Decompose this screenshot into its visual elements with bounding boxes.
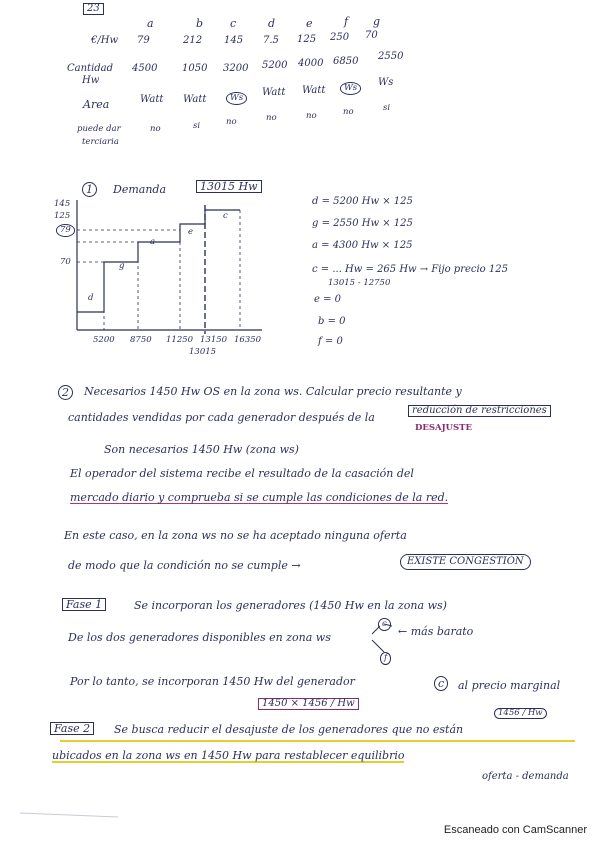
col-letter: d xyxy=(268,17,276,30)
cantidad: 4500 xyxy=(132,63,158,74)
row-label-tercera-1: puede dar xyxy=(77,124,121,134)
fase2-line: oferta - demanda xyxy=(482,771,569,782)
row-label-cantidad: Cantidad xyxy=(67,63,114,74)
x-tick: 16350 xyxy=(234,335,262,345)
price: 212 xyxy=(183,35,203,46)
gen-c: c xyxy=(434,676,448,691)
cantidad: 5200 xyxy=(262,60,288,71)
calc-line: g = 2550 Hw × 125 xyxy=(312,218,413,229)
tercera: no xyxy=(266,113,277,123)
row-label-tercera-2: terciaria xyxy=(82,137,119,147)
price: 7.5 xyxy=(263,35,279,46)
demanda-value: 13015 Hw xyxy=(196,180,262,193)
tercera: no xyxy=(226,117,237,127)
x-tick: 5200 xyxy=(93,335,115,345)
row-label-price: €/Hw xyxy=(91,35,119,46)
area-circled: Ws xyxy=(226,92,247,105)
x-tick-extra: 13015 xyxy=(189,347,217,357)
col-letter: g xyxy=(373,15,381,28)
col-letter: e xyxy=(306,17,313,30)
y-tick: 125 xyxy=(54,211,71,221)
block-label: d xyxy=(88,293,94,303)
price: 145 xyxy=(224,35,244,46)
calc-line: b = 0 xyxy=(318,316,346,327)
gen-f-circled: f xyxy=(380,652,391,665)
cantidad: 3200 xyxy=(223,63,249,74)
al-precio-note: al precio marginal xyxy=(458,679,561,692)
col-letter: a xyxy=(147,17,154,30)
desajuste-label: DESAJUSTE xyxy=(415,423,472,433)
section2-line: mercado diario y comprueba si se cumple las condiciones de la red. xyxy=(70,491,449,504)
section2-line: de modo que la condición no se cumple → xyxy=(68,559,301,572)
fase2-line: Se busca reducir el desajuste de los generadores que no están xyxy=(114,723,464,736)
col-letter: c xyxy=(230,17,237,30)
tercera: no xyxy=(343,107,354,117)
fase1-line: Por lo tanto, se incorporan 1450 Hw del generador xyxy=(70,675,355,688)
section2-line: cantidades vendidas por cada generador después de la xyxy=(68,411,375,424)
cantidad: 1050 xyxy=(182,63,208,74)
calc-line: e = 0 xyxy=(314,294,342,305)
tercera: si xyxy=(383,103,391,113)
gen-c-circled: c xyxy=(378,618,391,631)
existe-box: EXISTE CONGESTIÓN xyxy=(400,554,531,570)
col-letter: b xyxy=(196,17,204,30)
price: 250 xyxy=(330,32,350,43)
area: Watt xyxy=(302,85,326,96)
fase1-label: Fase 1 xyxy=(62,598,106,611)
section2-line: Son necesarios 1450 Hw (zona ws) xyxy=(104,443,299,456)
y-tick: 145 xyxy=(54,199,71,209)
tercera: no xyxy=(306,111,317,121)
calc-box: 1450 × 1456 / Hw xyxy=(258,698,359,710)
price: 79 xyxy=(137,35,150,46)
demanda-label: Demanda xyxy=(113,183,167,196)
block-label: a xyxy=(150,237,156,247)
tercera: no xyxy=(150,124,161,134)
reduccion-box: reducción de restricciones xyxy=(408,405,551,417)
fase2-label: Fase 2 xyxy=(50,722,94,735)
fase2-line: ubicados en la zona ws en 1450 Hw para restablecer equilibrio xyxy=(52,749,405,762)
block-label: g xyxy=(119,261,125,271)
fase1-line: Se incorporan los generadores (1450 Hw en la zona ws) xyxy=(134,599,447,612)
area: Ws xyxy=(378,77,394,88)
area: Watt xyxy=(262,87,286,98)
block-label: c xyxy=(223,211,228,221)
block-label: e xyxy=(188,227,194,237)
section-number: 2 xyxy=(58,385,73,400)
y-tick-circled: 79 xyxy=(56,224,75,237)
area: Watt xyxy=(183,94,207,105)
scanner-footer: Escaneado con CamScanner xyxy=(443,824,587,836)
marginal-price: 1456 / Hw xyxy=(494,708,547,719)
calc-line: f = 0 xyxy=(318,336,343,347)
y-tick: 70 xyxy=(60,257,71,267)
x-tick: 11250 xyxy=(166,335,194,345)
calc-line: c = ... Hw = 265 Hw → Fijo precio 125 xyxy=(312,264,508,275)
calc-line: 13015 - 12750 xyxy=(328,278,391,288)
section-number: 1 xyxy=(82,182,97,197)
cantidad: 6850 xyxy=(333,56,359,67)
fase1-line: De los dos generadores disponibles en zona ws xyxy=(68,631,331,644)
section2-line: Necesarios 1450 Hw OS en la zona ws. Calcular precio resultante y xyxy=(84,385,462,398)
area-circled: Ws xyxy=(340,82,361,95)
row-label-cantidad-unit: Hw xyxy=(82,75,100,86)
tercera: si xyxy=(193,121,201,131)
section2-line: El operador del sistema recibe el resultado de la casación del xyxy=(70,467,414,480)
calc-line: d = 5200 Hw × 125 xyxy=(312,196,413,207)
page-tag: 23 xyxy=(83,3,104,15)
price: 70 xyxy=(365,30,378,41)
cantidad: 4000 xyxy=(298,58,324,69)
row-label-area: Area xyxy=(83,98,110,111)
col-letter: f xyxy=(344,15,349,28)
x-tick: 13150 xyxy=(200,335,228,345)
x-tick: 8750 xyxy=(130,335,152,345)
section2-line: En este caso, en la zona ws no se ha aceptado ninguna oferta xyxy=(64,529,407,542)
area: Watt xyxy=(140,94,164,105)
calc-line: a = 4300 Hw × 125 xyxy=(312,240,413,251)
cantidad: 2550 xyxy=(378,51,404,62)
mas-barato-note: ← más barato xyxy=(398,625,474,638)
price: 125 xyxy=(297,34,317,45)
